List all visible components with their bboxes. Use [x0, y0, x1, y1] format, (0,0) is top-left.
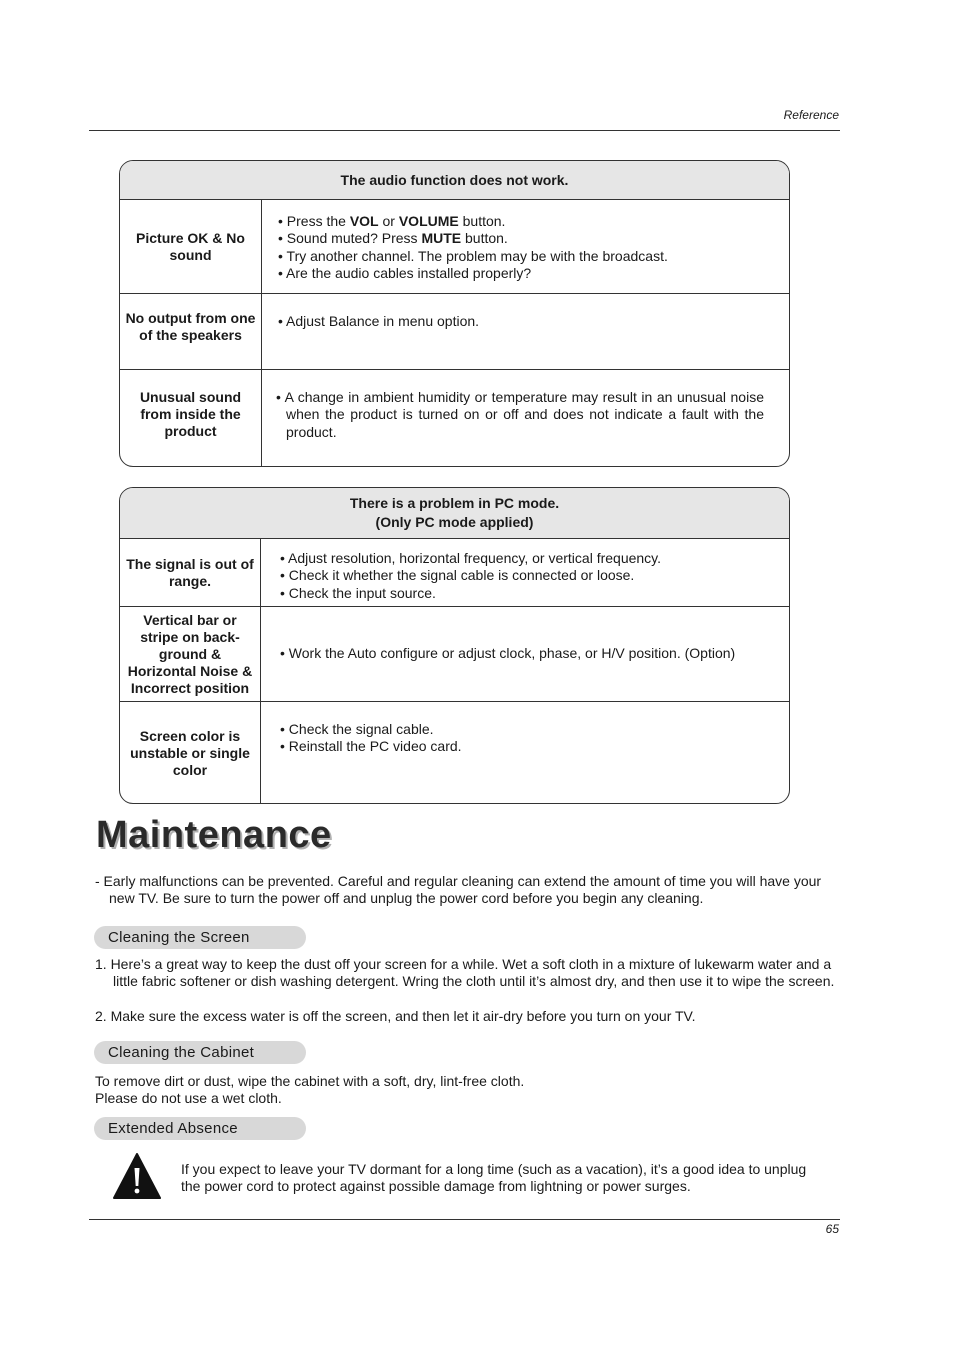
remedy-item	[278, 213, 764, 230]
extended-absence-text: If you expect to leave your TV dormant for a long time (such as a vacation), it’s a good idea to unplug the power cord to protect against possible damage from lightning or power surges.	[181, 1161, 807, 1195]
button-name-text: VOLUME	[398, 213, 459, 229]
remedy-text: • Adjust resolution, horizontal frequency, or vertical frequency.	[280, 550, 662, 566]
cleaning-screen-step-2: 2. Make sure the excess water is off the screen, and then let it air-dry before you turn on your TV.	[95, 1008, 696, 1024]
table-row	[120, 370, 789, 467]
problem-cell	[120, 702, 261, 804]
problem-text: Screen color is unstable or single color	[130, 727, 250, 778]
remedy-item	[280, 567, 764, 584]
remedy-item	[280, 645, 764, 662]
table-row	[120, 539, 789, 607]
problem-cell	[120, 607, 261, 701]
cleaning-cabinet-line-2: Please do not use a wet cloth.	[95, 1090, 282, 1106]
problem-cell	[120, 294, 262, 369]
maintenance-intro: - Early malfunctions can be prevented. Careful and regular cleaning can extend the amount of time you will have your new TV. Be sure to turn the power off and unplug the power cord before you begin any cleaning.	[95, 873, 822, 907]
pc-table-title-line1: There is a problem in PC mode.	[349, 495, 560, 511]
problem-text: The signal is out of range.	[126, 555, 254, 589]
header-rule	[89, 130, 840, 131]
audio-table-title	[120, 161, 789, 200]
remedy-item	[280, 550, 764, 567]
remedy-text: • Check the input source.	[280, 584, 436, 601]
page-number: 65	[825, 1222, 839, 1236]
cleaning-cabinet-heading: Cleaning the Cabinet	[94, 1041, 306, 1064]
remedy-cell	[261, 607, 789, 701]
remedy-cell	[261, 539, 789, 606]
remedy-text: • Work the Auto configure or adjust clock, phase, or H/V position. (Option)	[280, 645, 736, 662]
problem-cell	[120, 539, 261, 606]
audio-table-title-text: The audio function does not work.	[340, 172, 569, 188]
maintenance-title: Maintenance	[96, 814, 332, 856]
problem-text: Picture OK & No sound	[136, 229, 245, 263]
audio-troubleshooting-table	[119, 160, 790, 467]
remedy-item	[278, 265, 764, 282]
table-row	[120, 294, 789, 370]
cleaning-cabinet-line-1: To remove dirt or dust, wipe the cabinet with a soft, dry, lint-free cloth.	[95, 1073, 525, 1089]
table-row	[120, 702, 789, 804]
extended-absence-heading: Extended Absence	[94, 1117, 306, 1140]
problem-text: No output from one of the speakers	[125, 310, 256, 343]
remedy-text: button.	[458, 213, 506, 229]
table-row	[120, 200, 789, 294]
remedy-cell	[262, 370, 789, 467]
remedy-text: • Sound muted? Press	[278, 230, 422, 247]
remedy-text: • Adjust Balance in menu option.	[278, 313, 480, 329]
remedy-text: • A change in ambient humidity or temperature may result in an unusual noise when the product is turned on or off and does not indicate a fault with the product.	[276, 389, 764, 440]
remedy-cell	[262, 294, 789, 369]
problem-text: Vertical bar or stripe on back-ground & Horizontal Noise & Incorrect position	[127, 611, 253, 696]
pc-table-title-line2: (Only PC mode applied)	[375, 514, 534, 530]
remedy-text: • Reinstall the PC video card.	[280, 738, 462, 755]
remedy-item	[278, 248, 764, 265]
cleaning-screen-heading: Cleaning the Screen	[94, 926, 306, 949]
remedy-text: • Try another channel. The problem may be with the broadcast.	[278, 247, 668, 264]
button-name-text: VOL	[349, 213, 379, 229]
remedy-item	[280, 738, 764, 755]
remedy-text: • Press the	[278, 213, 350, 229]
remedy-item	[278, 313, 764, 330]
remedy-item	[280, 585, 764, 602]
remedy-item	[276, 389, 764, 441]
remedy-cell	[261, 702, 789, 804]
pc-troubleshooting-table	[119, 487, 790, 804]
remedy-text: or	[378, 213, 399, 229]
problem-cell	[120, 370, 262, 467]
pc-table-title	[120, 488, 789, 539]
remedy-cell	[262, 200, 789, 293]
table-row	[120, 607, 789, 702]
warning-triangle-icon	[112, 1152, 162, 1200]
problem-text: Unusual sound from inside the product	[139, 389, 242, 439]
footer-rule	[89, 1219, 840, 1220]
remedy-text: • Check it whether the signal cable is connected or loose.	[280, 567, 635, 584]
cleaning-screen-step-1: 1. Here’s a great way to keep the dust off your screen for a while. Wet a soft cloth in a mixture of lukewarm water and a little fabric softener or dish washing detergent. Wring the cloth until it’s almost dry, and then use it to wipe the screen.	[95, 956, 835, 990]
problem-cell	[120, 200, 262, 293]
remedy-item	[278, 230, 764, 247]
remedy-item	[280, 721, 764, 738]
button-name-text: MUTE	[421, 230, 462, 247]
section-label: Reference	[783, 108, 839, 122]
remedy-text: • Are the audio cables installed properly?	[278, 264, 532, 281]
remedy-text: • Check the signal cable.	[280, 721, 434, 737]
remedy-text: button.	[461, 230, 508, 247]
